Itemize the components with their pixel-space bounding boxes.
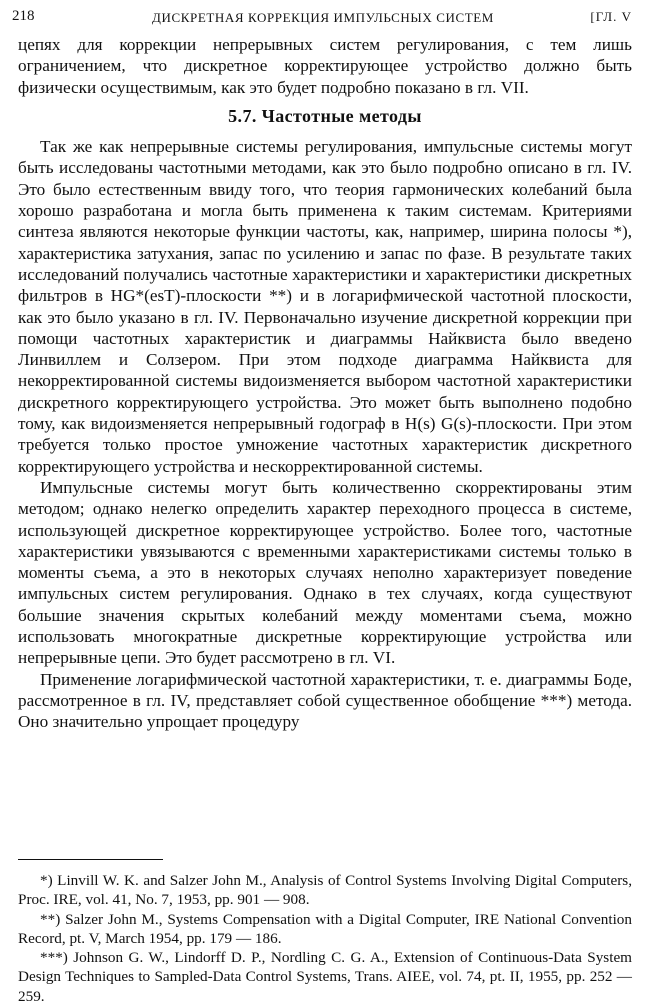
page-body <box>18 34 632 733</box>
footnote-divider <box>18 859 163 860</box>
page-header <box>0 6 646 30</box>
paragraph-frequency-methods: Так же как непрерывные системы регулирования, импульсные системы могут быть исследованы частотными методами, как это было подробно описано в гл. IV. Это было естественным ввиду того, что теория гармонических колебаний была хорошо разработана и могла быть применена к таким системам. Критериями синтеза являются некоторые функции частоты, как, например, ширина полосы *), характеристика затухания, запас по усилению и запас по фазе. В результате таких исследований получались частотные характеристики и характеристики дискретных фильтров в HG*(esT)-плоскости **) и в логарифмической частотной плоскости, как это было указано в гл. IV. Первоначально изучение дискретной коррекции при помощи частотных характеристик и диаграммы Найквиста было введено Линвиллем и Солзером. При этом подходе диаграмма Найквиста для некорректированной системы видоизменяется выбором частотной характеристики дискретного корректирующего устройства. Это может быть выполнено подобно тому, как видоизменяется непрерывный годограф в H(s) G(s)-плоскости. При этом требуется только простое умножение частотных характеристик дискретного корректирующего устройства и нескорректированной системы. <box>18 137 632 476</box>
running-title: ДИСКРЕТНАЯ КОРРЕКЦИЯ ИМПУЛЬСНЫХ СИСТЕМ <box>152 10 494 25</box>
intro-paragraph: цепях для коррекции непрерывных систем регулирования, с тем лишь ограничением, что дискретное корректирующее устройство должно быть физически осуществимым, как это будет подробно показано в гл. VII. <box>18 35 632 97</box>
paragraph-pulse-systems: Импульсные системы могут быть количественно скорректированы этим методом; однако нелегко определить характер переходного процесса в системе, использующей дискретное корректирующее устройство. Более того, частотные характеристики увязываются с временными характеристиками системы только в моменты съема, а это в некоторых случаях неполно характеризует поведение импульсных систем регулирования. Однако в тех случаях, когда существуют большие значения скрытых колебаний между моментами съема, можно использовать многократные дискретные корректирующие устройства или непрерывные цепи. Это будет рассмотрено в гл. VI. <box>18 477 632 668</box>
footnote-2: **) Salzer John M., Systems Compensation with a Digital Computer, IRE National Convention Record, pt. V, March 1954, pp. 179 — 186. <box>18 910 632 947</box>
chapter-marker: [ГЛ. V <box>590 9 632 24</box>
page-number: 218 <box>12 8 35 24</box>
footnote-3: ***) Johnson G. W., Lindorff D. P., Nordling C. G. A., Extension of Continuous-Data System Design Techniques to Sampled-Data Control Systems, Trans. AIEE, vol. 74, pt. II, 1955, pp. 252 — 259. <box>18 949 632 1005</box>
footnote-1: *) Linvill W. K. and Salzer John M., Analysis of Control Systems Involving Digital Computers, Proc. IRE, vol. 41, No. 7, 1953, pp. 901 — 908. <box>18 872 632 909</box>
paragraph-bode-diagram: Применение логарифмической частотной характеристики, т. е. диаграммы Боде, рассмотренное в гл. IV, представляет собой существенное обобщение ***) метода. Оно значительно упрощает процедуру <box>18 669 632 732</box>
footnotes <box>18 871 632 1006</box>
section-heading: 5.7. Частотные методы <box>228 105 422 126</box>
